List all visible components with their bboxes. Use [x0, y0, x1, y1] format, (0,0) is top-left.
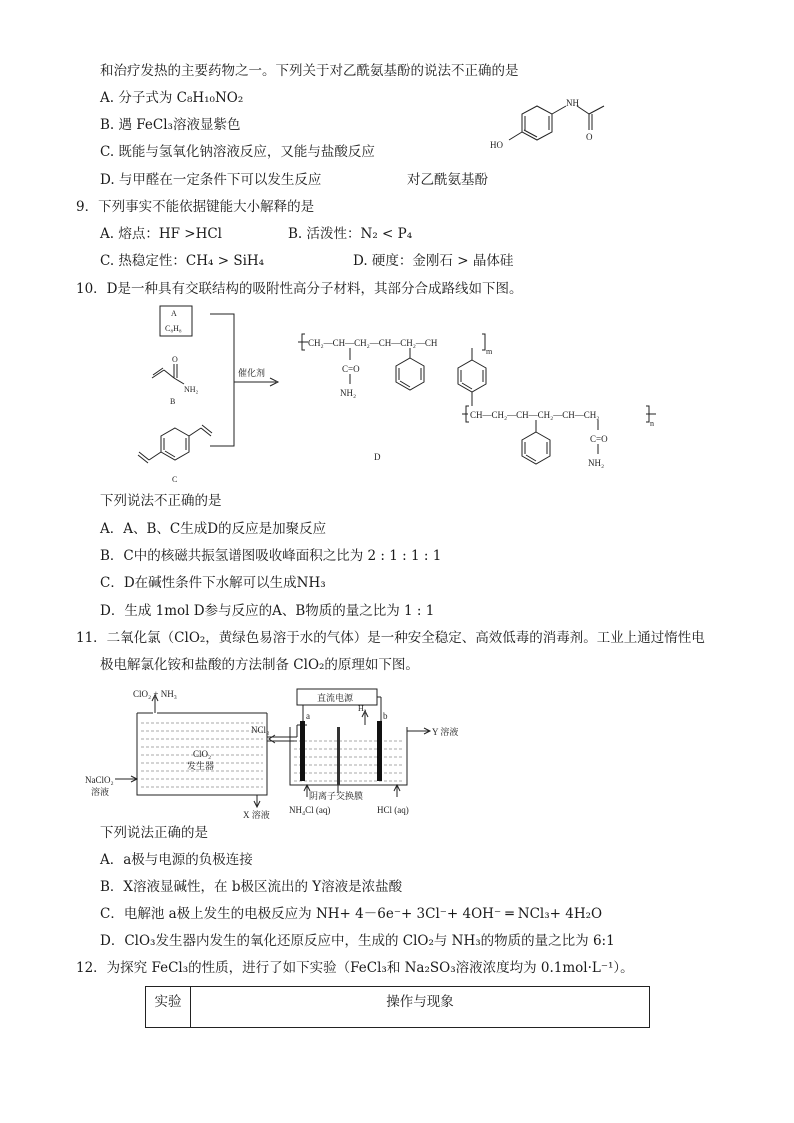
q9-option-b: B. 活泼性：N₂ < P₄: [288, 226, 413, 242]
naclo2-label: NaClO₂: [85, 775, 114, 785]
q12-experiment-table: [145, 986, 650, 1028]
q9-stem: 9．下列事实不能依据键能大小解释的是: [76, 199, 315, 215]
q10-option-a: A．A、B、C生成D的反应是加聚反应: [100, 521, 327, 537]
d-nh2-1: NH₂: [340, 388, 357, 398]
q8-option-d: D. 与甲醛在一定条件下可以发生反应: [100, 172, 322, 188]
q12-stem: 12．为探究 FeCl₃的性质，进行了如下实验（FeCl₃和 Na₂SO₃溶液浓度均为 0.1mol·L⁻¹）。: [76, 960, 634, 976]
compound-a-label: A: [171, 309, 177, 318]
compound-b-label: B: [170, 397, 176, 406]
q9-option-d: D. 硬度：金刚石 > 晶体硅: [353, 253, 514, 269]
q9-option-a: A. 熔点：HF >HCl: [100, 226, 222, 242]
q8-option-b: B. 遇 FeCl₃溶液显紫色: [100, 117, 241, 133]
b-o-label: O: [172, 355, 178, 364]
q8-option-a: A. 分子式为 C₈H₁₀NO₂: [100, 90, 244, 106]
q8-stem: 和治疗发热的主要药物之一。下列关于对乙酰氨基酚的说法不正确的是: [100, 63, 519, 79]
b-nh2-label: NH₂: [184, 385, 199, 394]
q11-stem-line2: 极电解氯化铵和盐酸的方法制备 ClO₂的原理如下图。: [100, 657, 419, 673]
table-header-procedure: 操作与现象: [191, 987, 650, 1028]
q11-option-d: D．ClO₃发生器内发生的氧化还原反应中，生成的 ClO₂与 NH₃的物质的量之比为 6:1: [100, 933, 615, 949]
h2-label: H₂: [358, 704, 367, 713]
electrode-a-label: a: [306, 711, 310, 721]
q11-intro: 下列说法正确的是: [100, 825, 208, 841]
membrane-label: 阴离子交换膜: [309, 791, 364, 801]
hcl-label: HCl (aq): [377, 805, 409, 815]
q11-option-b: B．X溶液显碱性，在 b极区流出的 Y溶液是浓盐酸: [100, 879, 403, 895]
o-label: O: [586, 132, 593, 142]
d-carbonyl-1: C=O: [342, 364, 360, 374]
ho-label: HO: [490, 140, 503, 150]
electrode-b-label: b: [383, 711, 388, 721]
subscript-m: m: [486, 347, 493, 356]
ncl3-label: NCl₃: [251, 725, 270, 735]
generator-label-2: 发生器: [187, 761, 215, 771]
table-header-experiment: 实验: [146, 987, 191, 1028]
q10-intro: 下列说法不正确的是: [100, 493, 222, 509]
q10-option-d: D．生成 1mol D参与反应的A、B物质的量之比为 1 : 1: [100, 603, 435, 619]
q8-structure-caption: 对乙酰氨基酚: [407, 172, 488, 188]
d-chain-2: CH—CH₂—CH—CH₂—CH—CH₂: [470, 410, 600, 420]
q11-electrolysis-diagram: [85, 685, 465, 825]
d-chain-1: CH₂—CH—CH₂—CH—CH₂—CH: [308, 338, 438, 348]
q11-stem-line1: 11．二氧化氯（ClO₂，黄绿色易溶于水的气体）是一种安全稳定、高效低毒的消毒剂。工业上通过惰性电: [76, 630, 705, 646]
q10-stem: 10．D是一种具有交联结构的吸附性高分子材料，其部分合成路线如下图。: [76, 281, 523, 297]
generator-label-1: ClO₂: [193, 749, 212, 759]
q10-synthesis-diagram: [110, 300, 670, 490]
compound-c-label: C: [172, 475, 178, 484]
outlet-gas-label: ClO₂ + NH₃: [133, 689, 177, 699]
compound-a-formula: C₈H₈: [165, 324, 182, 333]
y-solution-label: Y 溶液: [432, 727, 459, 737]
nh4cl-label: NH₄Cl (aq): [289, 805, 331, 815]
q11-option-c: C．电解池 a极上发生的电极反应为 NH+ 4－6e⁻+ 3Cl⁻+ 4OH⁻ ═ NCl₃+ 4H₂O: [100, 906, 603, 922]
nh-label: NH: [566, 98, 579, 108]
power-supply-label: 直流电源: [317, 693, 354, 703]
d-carbonyl-2: C=O: [590, 434, 608, 444]
catalyst-label: 催化剂: [238, 368, 266, 378]
paracetamol-structure: [485, 90, 635, 160]
q10-option-c: C．D在碱性条件下水解可以生成NH₃: [100, 575, 326, 591]
q10-option-b: B．C中的核磁共振氢谱图吸收峰面积之比为 2 : 1 : 1 : 1: [100, 548, 442, 564]
naclo2-sol-label: 溶液: [91, 787, 110, 797]
q8-option-c: C. 既能与氢氧化钠溶液反应，又能与盐酸反应: [100, 144, 375, 160]
q9-option-c: C. 热稳定性：CH₄ > SiH₄: [100, 253, 265, 269]
table-row: [146, 987, 650, 1028]
q11-option-a: A．a极与电源的负极连接: [100, 852, 253, 868]
d-nh2-2: NH₂: [588, 458, 605, 468]
subscript-n: n: [650, 419, 654, 428]
compound-d-label: D: [374, 452, 381, 462]
x-solution-label: X 溶液: [243, 810, 270, 820]
